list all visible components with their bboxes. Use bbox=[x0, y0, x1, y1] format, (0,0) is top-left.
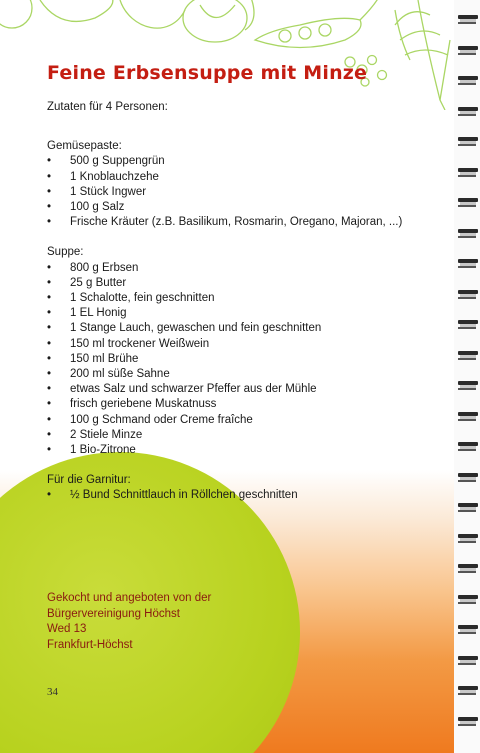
spiral-binding-icon bbox=[458, 289, 478, 300]
spiral-binding-icon bbox=[458, 258, 478, 269]
credit-line: Frankfurt-Höchst bbox=[47, 638, 133, 651]
recipe-body bbox=[47, 100, 407, 504]
paste-list bbox=[47, 154, 407, 230]
spiral-binding-icon bbox=[458, 624, 478, 635]
credit-line: Wed 13 bbox=[47, 623, 87, 636]
spiral-binding-icon bbox=[458, 319, 478, 330]
list-item: • 1 Schalotte, fein geschnitten bbox=[47, 291, 407, 306]
garnish-list bbox=[47, 488, 407, 503]
list-item: • 1 Bio-Zitrone bbox=[47, 443, 407, 458]
spiral-binding-icon bbox=[458, 563, 478, 574]
list-item: • 200 ml süße Sahne bbox=[47, 367, 407, 382]
soup-heading: Suppe: bbox=[47, 246, 84, 259]
spiral-binding-icon bbox=[458, 228, 478, 239]
spiral-binding-icon bbox=[458, 594, 478, 605]
spiral-binding-icon bbox=[458, 167, 478, 178]
spiral-binding-icon bbox=[458, 136, 478, 147]
list-item: • 1 EL Honig bbox=[47, 306, 407, 321]
spiral-binding-icon bbox=[458, 411, 478, 422]
soup-list bbox=[47, 261, 407, 459]
spiral-binding-icon bbox=[458, 75, 478, 86]
credit-line: Gekocht und angeboten von der bbox=[47, 592, 212, 604]
spiral-binding-icon bbox=[458, 14, 478, 25]
list-item: • frisch geriebene Muskatnuss bbox=[47, 397, 407, 412]
spiral-binding-icon bbox=[458, 380, 478, 391]
spiral-binding-icon bbox=[458, 441, 478, 452]
credit-line: Bürgervereinigung Höchst bbox=[47, 607, 180, 620]
list-item: • ½ Bund Schnittlauch in Röllchen geschnitten bbox=[47, 488, 407, 503]
spiral-binding-icon bbox=[458, 655, 478, 666]
list-item: • 100 g Schmand oder Creme fraîche bbox=[47, 413, 407, 428]
garnish-heading: Für die Garnitur: bbox=[47, 474, 131, 487]
spiral-binding-icon bbox=[458, 472, 478, 483]
paste-heading: Gemüsepaste: bbox=[47, 140, 122, 153]
list-item: • etwas Salz und schwarzer Pfeffer aus der Mühle bbox=[47, 382, 407, 397]
spiral-binding-icon bbox=[458, 685, 478, 696]
page-number: 34 bbox=[47, 686, 58, 698]
list-item: • 800 g Erbsen bbox=[47, 261, 407, 276]
credit-block bbox=[47, 591, 211, 653]
list-item: • 25 g Butter bbox=[47, 276, 407, 291]
spiral-binding-icon bbox=[458, 45, 478, 56]
spiral-binding-icon bbox=[458, 533, 478, 544]
servings-line: Zutaten für 4 Personen: bbox=[47, 101, 168, 113]
list-item: • 100 g Salz bbox=[47, 200, 407, 215]
spiral-binding-icon bbox=[458, 106, 478, 117]
vegetable-sketch-icon bbox=[0, 0, 455, 110]
list-item: • 1 Stange Lauch, gewaschen und fein geschnitten bbox=[47, 321, 407, 336]
list-item: • 500 g Suppengrün bbox=[47, 154, 407, 169]
spiral-binding-icon bbox=[458, 350, 478, 361]
list-item: • 150 ml Brühe bbox=[47, 352, 407, 367]
list-item: • 1 Knoblauchzehe bbox=[47, 170, 407, 185]
recipe-title: Feine Erbsensuppe mit Minze bbox=[47, 62, 368, 84]
list-item: • 150 ml trockener Weißwein bbox=[47, 337, 407, 352]
spiral-binding-icon bbox=[458, 502, 478, 513]
list-item: • 1 Stück Ingwer bbox=[47, 185, 407, 200]
spiral-binding-icon bbox=[458, 716, 478, 727]
spiral-binding-icon bbox=[458, 197, 478, 208]
list-item: • 2 Stiele Minze bbox=[47, 428, 407, 443]
list-item: • Frische Kräuter (z.B. Basilikum, Rosmarin, Oregano, Majoran, ...) bbox=[47, 215, 407, 230]
